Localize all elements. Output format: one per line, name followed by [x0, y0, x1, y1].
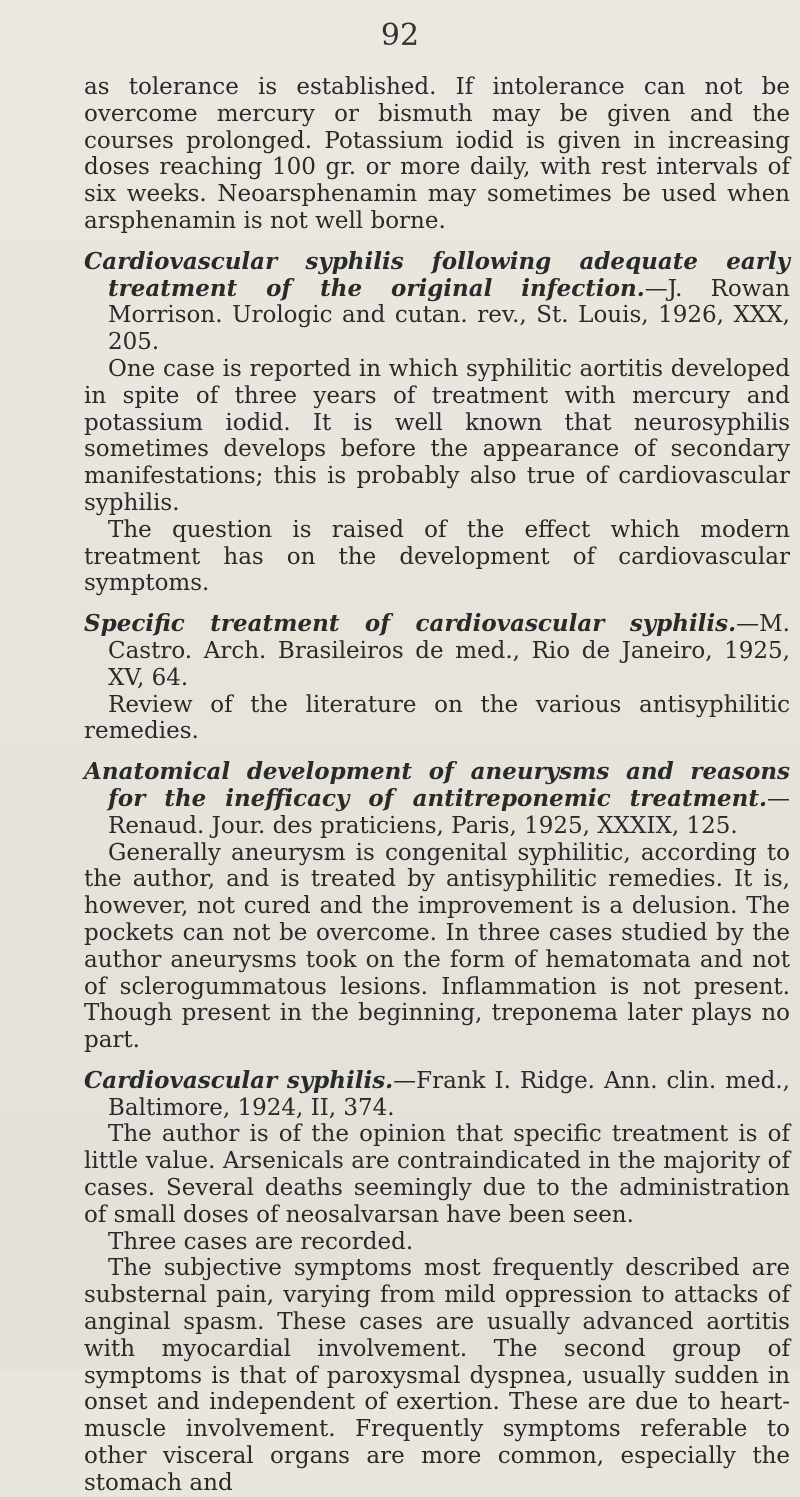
entry-title: Cardiovascular syphilis following adequate early treatment of the original infection.: [84, 247, 790, 302]
page-number: 92: [380, 18, 420, 53]
entry-source: —M. Castro. Arch. Brasileiros de med., Rio de Janeiro, 1925, XV, 64.: [108, 611, 790, 691]
entry-citation: [84, 1068, 790, 1122]
entry-source: —J. Rowan Morrison. Urologic and cutan. rev., St. Louis, 1926, XXX, 205.: [108, 275, 790, 356]
abstract-entry: [84, 1068, 790, 1497]
entry-source: —Frank I. Ridge. Ann. clin. med., Baltimore, 1924, II, 374.: [108, 1067, 790, 1121]
entry-citation: [84, 611, 790, 691]
entry-paragraph: Review of the literature on the various antisyphilitic remedies.: [84, 691, 790, 745]
entry-paragraph: The author is of the opinion that specific treatment is of little value. Arsenicals are contraindicated in the majority of cases. Several deaths seemingly due to the administration of small doses of neosalvarsan have been seen.: [84, 1121, 790, 1228]
entry-title: Specific treatment of cardiovascular syphilis.: [84, 610, 737, 638]
entry-paragraph: Three cases are recorded.: [108, 1228, 414, 1255]
entry-title: Anatomical development of aneurysms and reasons for the inefficacy of antitreponemic treatment.: [84, 758, 790, 812]
entry-citation: [84, 249, 790, 356]
abstract-entry: [84, 759, 790, 1054]
entry-paragraph: One case is reported in which syphilitic aortitis developed in spite of three years of treatment with mercury and potassium iodid. It is well known that neurosyphilis sometimes develops before the appearance of secondary manifestations; this is probably also true of cardiovascular syphilis.: [84, 355, 790, 516]
abstract-entry: [84, 249, 790, 597]
entry-source: —Renaud. Jour. des praticiens, Paris, 1925, XXXIX, 125.: [108, 785, 790, 839]
entry-citation: [84, 759, 790, 839]
entry-paragraph: The subjective symptoms most frequently described are substernal pain, varying from mild oppression to attacks of anginal spasm. These cases are usually advanced aortitis with myocardial involvement. The second group of symptoms is that of paroxysmal dyspnea, usually sudden in onset and independent of exertion. These are due to heart-muscle involvement. Frequently symptoms referable to other visceral organs are more common, especially the stomach and: [84, 1255, 790, 1496]
intro-paragraph: as tolerance is established. If intolerance can not be overcome mercury or bismuth may be given and the courses prolonged. Potassium iodid is given in increasing doses reaching 100 gr. or more daily, with rest intervals of six weeks. Neoarsphenamin may sometimes be used when arsphenamin is not well borne.: [84, 74, 790, 234]
entry-paragraph: Generally aneurysm is congenital syphilitic, according to the author, and is treated by antisyphilitic remedies. It is, however, not cured and the improvement is a delusion. The pockets can not be overcome. In three cases studied by the author aneurysms took on the form of hematomata and not of sclerogummatous lesions. Inflammation is not present. Though present in the beginning, treponema later plays no part.: [84, 839, 790, 1054]
entry-paragraph: The question is raised of the effect which modern treatment has on the development of cardiovascular symptoms.: [84, 516, 790, 597]
page-body: [84, 74, 790, 1497]
abstract-entry: [84, 611, 790, 745]
entry-title: Cardiovascular syphilis.: [84, 1066, 394, 1094]
